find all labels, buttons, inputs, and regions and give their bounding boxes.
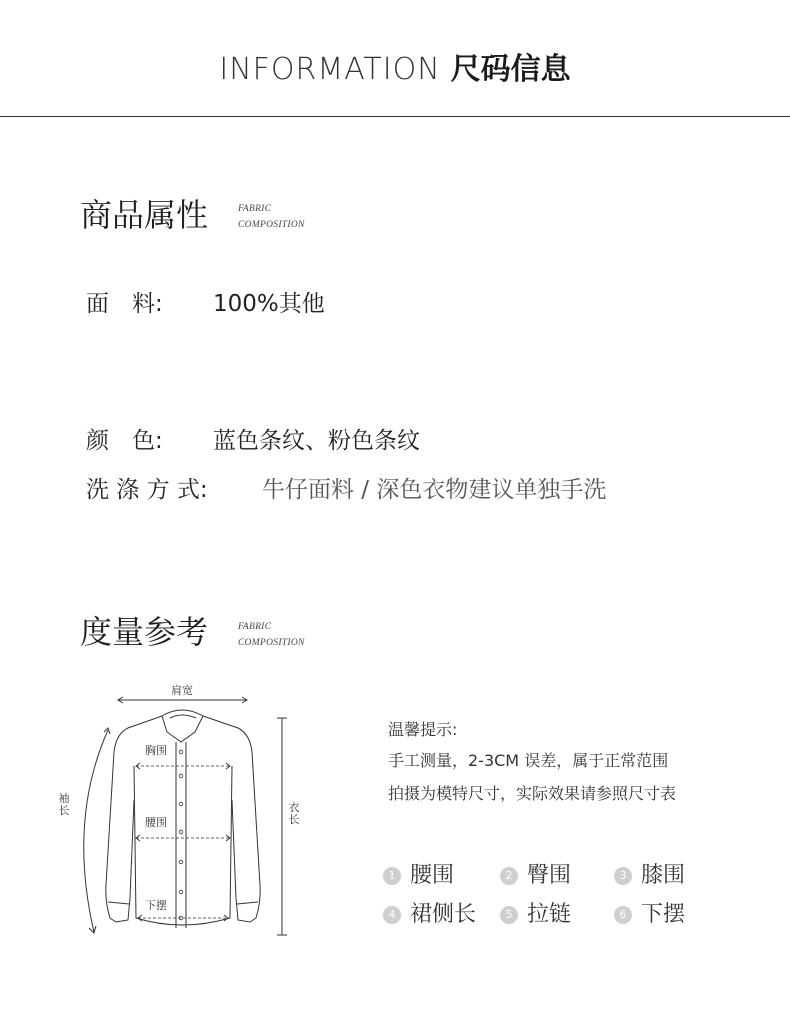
product-attributes-subtitle-2: COMPOSITION [238, 220, 305, 230]
number-badge-icon: 4 [383, 906, 401, 924]
shirt-outline-icon [50, 680, 320, 945]
measure-item-label: 臀围 [527, 863, 572, 888]
chest-label: 胸围 [145, 744, 167, 757]
measure-item-label: 拉链 [527, 902, 572, 927]
header-title-cn: 尺码信息 [450, 52, 571, 87]
measure-item [500, 900, 571, 930]
waist-label: 腰围 [145, 816, 167, 829]
measure-item-label: 腰围 [410, 863, 455, 888]
sleeve-label: 袖长 [58, 792, 70, 817]
measurement-subtitle-2: COMPOSITION [238, 638, 305, 648]
fabric-value: 100%其他 [213, 291, 325, 317]
measure-item [614, 861, 685, 891]
measure-item [383, 861, 454, 891]
notes-line-1: 手工测量，2-3CM 误差，属于正常范围 [388, 751, 669, 770]
header-title-en: INFORMATION [219, 52, 441, 87]
measurement-title: 度量参考 [80, 613, 209, 651]
measure-item [500, 861, 571, 891]
notes-line-2: 拍摄为模特尺寸，实际效果请参照尺寸表 [388, 784, 677, 803]
page-header [0, 50, 790, 90]
measure-item [614, 900, 685, 930]
color-value: 蓝色条纹、粉色条纹 [213, 428, 420, 454]
fabric-label: 面 料: [86, 291, 163, 317]
header-divider [0, 116, 790, 117]
measure-item [383, 900, 476, 930]
shoulder-label: 肩宽 [171, 684, 193, 697]
number-badge-icon: 5 [500, 906, 518, 924]
product-attributes-subtitle-1: FABRIC [238, 204, 272, 214]
color-label: 颜 色: [86, 428, 163, 454]
measurement-subtitle-1: FABRIC [238, 622, 272, 632]
number-badge-icon: 3 [614, 867, 632, 885]
measure-item-label: 下摆 [641, 902, 686, 927]
wash-value: 牛仔面料 / 深色衣物建议单独手洗 [262, 477, 607, 503]
measure-item-label: 裙侧长 [410, 902, 477, 927]
wash-label: 洗 涤 方 式: [86, 477, 208, 503]
shirt-diagram [50, 680, 320, 945]
length-label: 衣长 [288, 801, 300, 826]
number-badge-icon: 2 [500, 867, 518, 885]
number-badge-icon: 6 [614, 906, 632, 924]
product-attributes-title: 商品属性 [80, 196, 209, 234]
notes-title: 温馨提示: [388, 720, 458, 739]
number-badge-icon: 1 [383, 867, 401, 885]
hem-label: 下摆 [145, 899, 167, 912]
measure-item-label: 膝围 [641, 863, 686, 888]
